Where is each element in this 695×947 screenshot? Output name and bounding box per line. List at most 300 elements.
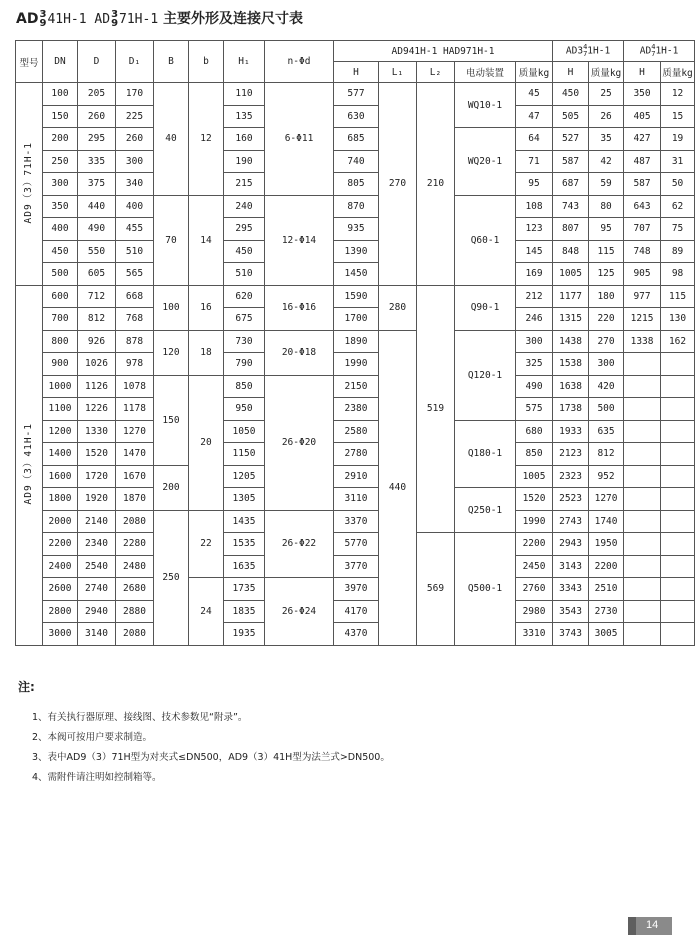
dn-cell: 250 bbox=[43, 150, 78, 173]
b-lower-cell: 12 bbox=[189, 83, 224, 196]
dimension-table bbox=[15, 40, 695, 646]
title-sub-1: 9 bbox=[39, 18, 47, 29]
dn-cell: 500 bbox=[43, 263, 78, 286]
group3-pre: AD bbox=[639, 45, 652, 57]
h1-cell: 850 bbox=[224, 375, 265, 398]
mass2-cell: 812 bbox=[589, 443, 624, 466]
h2-cell: 3543 bbox=[553, 600, 589, 623]
h-cell: 3970 bbox=[334, 578, 379, 601]
h2-cell: 743 bbox=[553, 195, 589, 218]
b-upper-cell: 120 bbox=[154, 330, 189, 375]
h2-cell: 3743 bbox=[553, 623, 589, 646]
h2-cell: 505 bbox=[553, 105, 589, 128]
d-cell: 1920 bbox=[78, 488, 116, 511]
header-mass-3: 质量kg bbox=[661, 62, 695, 83]
bolt-holes-cell: 12-Φ14 bbox=[265, 195, 334, 285]
header-group-ad941: AD941H-1 HAD971H-1 bbox=[334, 41, 553, 62]
h2-cell: 2743 bbox=[553, 510, 589, 533]
mass-cell: 45 bbox=[516, 83, 553, 106]
h3-cell: 1338 bbox=[624, 330, 661, 353]
mass3-cell: 12 bbox=[661, 83, 695, 106]
table-row bbox=[16, 240, 695, 263]
mass2-cell: 2200 bbox=[589, 555, 624, 578]
d-cell: 712 bbox=[78, 285, 116, 308]
h1-cell: 1635 bbox=[224, 555, 265, 578]
d1-cell: 2480 bbox=[116, 555, 154, 578]
actuator-cell: Q250-1 bbox=[455, 488, 516, 533]
mass2-cell: 115 bbox=[589, 240, 624, 263]
mass-cell: 145 bbox=[516, 240, 553, 263]
dn-cell: 2000 bbox=[43, 510, 78, 533]
h1-cell: 675 bbox=[224, 308, 265, 331]
d-cell: 440 bbox=[78, 195, 116, 218]
mass-cell: 169 bbox=[516, 263, 553, 286]
h3-cell bbox=[624, 398, 661, 421]
dn-cell: 2800 bbox=[43, 600, 78, 623]
mass-cell: 2760 bbox=[516, 578, 553, 601]
mass-cell: 123 bbox=[516, 218, 553, 241]
title-sub-2: 9 bbox=[111, 18, 119, 29]
h3-cell: 405 bbox=[624, 105, 661, 128]
mass2-cell: 1270 bbox=[589, 488, 624, 511]
mass2-cell: 1740 bbox=[589, 510, 624, 533]
h2-cell: 450 bbox=[553, 83, 589, 106]
h-cell: 5770 bbox=[334, 533, 379, 556]
h2-cell: 2943 bbox=[553, 533, 589, 556]
header-h: H bbox=[334, 62, 379, 83]
h1-cell: 790 bbox=[224, 353, 265, 376]
h1-cell: 730 bbox=[224, 330, 265, 353]
mass3-cell bbox=[661, 600, 695, 623]
d1-cell: 260 bbox=[116, 128, 154, 151]
h1-cell: 1935 bbox=[224, 623, 265, 646]
d1-cell: 340 bbox=[116, 173, 154, 196]
mass2-cell: 35 bbox=[589, 128, 624, 151]
h1-cell: 950 bbox=[224, 398, 265, 421]
mass-cell: 680 bbox=[516, 420, 553, 443]
d1-cell: 2080 bbox=[116, 623, 154, 646]
h3-cell: 427 bbox=[624, 128, 661, 151]
mass-cell: 108 bbox=[516, 195, 553, 218]
h-cell: 2380 bbox=[334, 398, 379, 421]
d1-cell: 2680 bbox=[116, 578, 154, 601]
d-cell: 335 bbox=[78, 150, 116, 173]
d-cell: 2140 bbox=[78, 510, 116, 533]
h2-cell: 1315 bbox=[553, 308, 589, 331]
d-cell: 1330 bbox=[78, 420, 116, 443]
h3-cell bbox=[624, 600, 661, 623]
notes bbox=[18, 678, 390, 789]
mass3-cell: 19 bbox=[661, 128, 695, 151]
h-cell: 805 bbox=[334, 173, 379, 196]
mass2-cell: 180 bbox=[589, 285, 624, 308]
d-cell: 2540 bbox=[78, 555, 116, 578]
d-cell: 1720 bbox=[78, 465, 116, 488]
b-lower-cell: 16 bbox=[189, 285, 224, 330]
table-row bbox=[16, 83, 695, 106]
h-cell: 2580 bbox=[334, 420, 379, 443]
title-sup-2: 3 bbox=[111, 9, 119, 20]
mass-cell: 850 bbox=[516, 443, 553, 466]
l2-cell: 210 bbox=[417, 83, 455, 286]
page-title bbox=[16, 8, 303, 28]
dn-cell: 1800 bbox=[43, 488, 78, 511]
dn-cell: 150 bbox=[43, 105, 78, 128]
d-cell: 1226 bbox=[78, 398, 116, 421]
mass-cell: 2980 bbox=[516, 600, 553, 623]
dn-cell: 1600 bbox=[43, 465, 78, 488]
mass3-cell bbox=[661, 555, 695, 578]
d1-cell: 510 bbox=[116, 240, 154, 263]
mass-cell: 1990 bbox=[516, 510, 553, 533]
h1-cell: 110 bbox=[224, 83, 265, 106]
header-bolt-holes: n-Φd bbox=[265, 41, 334, 83]
dn-cell: 450 bbox=[43, 240, 78, 263]
model-cell-text: AD9（3）41H-1 bbox=[23, 422, 34, 505]
table-body bbox=[16, 83, 695, 646]
h2-cell: 1438 bbox=[553, 330, 589, 353]
table-row bbox=[16, 375, 695, 398]
h-cell: 1700 bbox=[334, 308, 379, 331]
dn-cell: 100 bbox=[43, 83, 78, 106]
h1-cell: 1205 bbox=[224, 465, 265, 488]
mass-cell: 325 bbox=[516, 353, 553, 376]
header-mass-2: 质量kg bbox=[589, 62, 624, 83]
h2-cell: 1538 bbox=[553, 353, 589, 376]
h2-cell: 1738 bbox=[553, 398, 589, 421]
mass2-cell: 635 bbox=[589, 420, 624, 443]
d1-cell: 2880 bbox=[116, 600, 154, 623]
mass2-cell: 2510 bbox=[589, 578, 624, 601]
d1-cell: 455 bbox=[116, 218, 154, 241]
h2-cell: 1933 bbox=[553, 420, 589, 443]
d1-cell: 170 bbox=[116, 83, 154, 106]
header-b-lower: b bbox=[189, 41, 224, 83]
header-h-3: H bbox=[624, 62, 661, 83]
h-cell: 3110 bbox=[334, 488, 379, 511]
h3-cell: 350 bbox=[624, 83, 661, 106]
d1-cell: 668 bbox=[116, 285, 154, 308]
h2-cell: 1638 bbox=[553, 375, 589, 398]
header-actuator: 电动装置 bbox=[455, 62, 516, 83]
h1-cell: 1150 bbox=[224, 443, 265, 466]
table-row bbox=[16, 173, 695, 196]
page-number-text: 14 bbox=[646, 919, 659, 931]
h1-cell: 240 bbox=[224, 195, 265, 218]
dn-cell: 700 bbox=[43, 308, 78, 331]
h-cell: 2150 bbox=[334, 375, 379, 398]
b-upper-cell: 250 bbox=[154, 510, 189, 645]
mass-cell: 212 bbox=[516, 285, 553, 308]
mass3-cell bbox=[661, 510, 695, 533]
h-cell: 1450 bbox=[334, 263, 379, 286]
dn-cell: 2200 bbox=[43, 533, 78, 556]
mass-cell: 3310 bbox=[516, 623, 553, 646]
dn-cell: 300 bbox=[43, 173, 78, 196]
mass2-cell: 420 bbox=[589, 375, 624, 398]
h2-cell: 527 bbox=[553, 128, 589, 151]
h-cell: 577 bbox=[334, 83, 379, 106]
b-upper-cell: 100 bbox=[154, 285, 189, 330]
mass3-cell: 89 bbox=[661, 240, 695, 263]
table-row bbox=[16, 555, 695, 578]
title-fraction-1 bbox=[39, 10, 46, 28]
header-l1: L₁ bbox=[379, 62, 417, 83]
mass2-cell: 95 bbox=[589, 218, 624, 241]
dn-cell: 600 bbox=[43, 285, 78, 308]
h3-cell bbox=[624, 353, 661, 376]
mass3-cell bbox=[661, 578, 695, 601]
group2-pre: AD3 bbox=[565, 45, 584, 57]
group3-sub: 7 bbox=[651, 50, 656, 58]
mass3-cell: 15 bbox=[661, 105, 695, 128]
d-cell: 1126 bbox=[78, 375, 116, 398]
mass3-cell bbox=[661, 533, 695, 556]
dn-cell: 1100 bbox=[43, 398, 78, 421]
mass3-cell: 50 bbox=[661, 173, 695, 196]
mass3-cell: 98 bbox=[661, 263, 695, 286]
d1-cell: 1078 bbox=[116, 375, 154, 398]
h1-cell: 190 bbox=[224, 150, 265, 173]
table-row bbox=[16, 263, 695, 286]
d-cell: 2340 bbox=[78, 533, 116, 556]
h1-cell: 1305 bbox=[224, 488, 265, 511]
d1-cell: 978 bbox=[116, 353, 154, 376]
mass-cell: 95 bbox=[516, 173, 553, 196]
l1-cell: 440 bbox=[379, 330, 417, 645]
page-number-bar bbox=[628, 917, 636, 935]
table-row bbox=[16, 398, 695, 421]
header-d: D bbox=[78, 41, 116, 83]
mass-cell: 64 bbox=[516, 128, 553, 151]
h3-cell bbox=[624, 465, 661, 488]
mass3-cell: 115 bbox=[661, 285, 695, 308]
b-upper-cell: 150 bbox=[154, 375, 189, 465]
mass3-cell: 162 bbox=[661, 330, 695, 353]
table-row bbox=[16, 465, 695, 488]
d-cell: 2940 bbox=[78, 600, 116, 623]
mass-cell: 1520 bbox=[516, 488, 553, 511]
dn-cell: 1200 bbox=[43, 420, 78, 443]
actuator-cell: Q500-1 bbox=[455, 533, 516, 646]
dn-cell: 3000 bbox=[43, 623, 78, 646]
h3-cell: 1215 bbox=[624, 308, 661, 331]
h1-cell: 135 bbox=[224, 105, 265, 128]
dn-cell: 400 bbox=[43, 218, 78, 241]
model-cell bbox=[16, 83, 43, 286]
table-row bbox=[16, 578, 695, 601]
header-mass: 质量kg bbox=[516, 62, 553, 83]
group2-sub: 7 bbox=[583, 50, 588, 58]
table-row bbox=[16, 218, 695, 241]
d-cell: 205 bbox=[78, 83, 116, 106]
d1-cell: 1870 bbox=[116, 488, 154, 511]
h-cell: 1990 bbox=[334, 353, 379, 376]
mass3-cell bbox=[661, 375, 695, 398]
h3-cell: 707 bbox=[624, 218, 661, 241]
title-prefix: AD bbox=[16, 11, 39, 27]
h-cell: 870 bbox=[334, 195, 379, 218]
h3-cell bbox=[624, 420, 661, 443]
group3-post: 1H-1 bbox=[655, 45, 679, 57]
table-row bbox=[16, 510, 695, 533]
table-row bbox=[16, 308, 695, 331]
bolt-holes-cell: 26-Φ24 bbox=[265, 578, 334, 646]
d-cell: 550 bbox=[78, 240, 116, 263]
h1-cell: 1535 bbox=[224, 533, 265, 556]
mass3-cell bbox=[661, 420, 695, 443]
mass-cell: 47 bbox=[516, 105, 553, 128]
h-cell: 630 bbox=[334, 105, 379, 128]
h3-cell bbox=[624, 623, 661, 646]
table-row bbox=[16, 105, 695, 128]
mass2-cell: 270 bbox=[589, 330, 624, 353]
h1-cell: 620 bbox=[224, 285, 265, 308]
mass3-cell bbox=[661, 623, 695, 646]
title-model-2: 71H-1 bbox=[119, 12, 159, 27]
table-row bbox=[16, 150, 695, 173]
actuator-cell: Q180-1 bbox=[455, 420, 516, 488]
mass3-cell bbox=[661, 443, 695, 466]
mass2-cell: 1950 bbox=[589, 533, 624, 556]
b-lower-cell: 20 bbox=[189, 375, 224, 510]
h-cell: 1590 bbox=[334, 285, 379, 308]
d1-cell: 400 bbox=[116, 195, 154, 218]
dn-cell: 200 bbox=[43, 128, 78, 151]
h2-cell: 3143 bbox=[553, 555, 589, 578]
notes-heading: 注: bbox=[18, 680, 35, 694]
d1-cell: 1270 bbox=[116, 420, 154, 443]
group2-post: 1H-1 bbox=[587, 45, 611, 57]
mass2-cell: 25 bbox=[589, 83, 624, 106]
l2-cell: 519 bbox=[417, 285, 455, 533]
h1-cell: 160 bbox=[224, 128, 265, 151]
d1-cell: 768 bbox=[116, 308, 154, 331]
h1-cell: 1050 bbox=[224, 420, 265, 443]
h2-cell: 2323 bbox=[553, 465, 589, 488]
mass2-cell: 80 bbox=[589, 195, 624, 218]
h-cell: 740 bbox=[334, 150, 379, 173]
note-3: 3、表中AD9（3）71H型为对夹式≤DN500，AD9（3）41H型为法兰式>DN500。 bbox=[32, 752, 390, 763]
table-row bbox=[16, 488, 695, 511]
h-cell: 4370 bbox=[334, 623, 379, 646]
mass2-cell: 220 bbox=[589, 308, 624, 331]
dn-cell: 350 bbox=[43, 195, 78, 218]
mass-cell: 246 bbox=[516, 308, 553, 331]
actuator-cell: WQ20-1 bbox=[455, 128, 516, 196]
mass2-cell: 952 bbox=[589, 465, 624, 488]
d-cell: 926 bbox=[78, 330, 116, 353]
h2-cell: 2123 bbox=[553, 443, 589, 466]
dn-cell: 1000 bbox=[43, 375, 78, 398]
h2-cell: 687 bbox=[553, 173, 589, 196]
header-d1: D₁ bbox=[116, 41, 154, 83]
dn-cell: 1400 bbox=[43, 443, 78, 466]
group2-sup: 4 bbox=[583, 43, 588, 51]
d1-cell: 878 bbox=[116, 330, 154, 353]
d1-cell: 1470 bbox=[116, 443, 154, 466]
mass3-cell: 62 bbox=[661, 195, 695, 218]
b-upper-cell: 200 bbox=[154, 465, 189, 510]
b-lower-cell: 14 bbox=[189, 195, 224, 285]
b-lower-cell: 24 bbox=[189, 578, 224, 646]
mass3-cell: 130 bbox=[661, 308, 695, 331]
mass2-cell: 42 bbox=[589, 150, 624, 173]
h-cell: 685 bbox=[334, 128, 379, 151]
h3-cell bbox=[624, 488, 661, 511]
h3-cell: 905 bbox=[624, 263, 661, 286]
d1-cell: 1178 bbox=[116, 398, 154, 421]
mass-cell: 575 bbox=[516, 398, 553, 421]
h1-cell: 1735 bbox=[224, 578, 265, 601]
h1-cell: 510 bbox=[224, 263, 265, 286]
l2-cell: 569 bbox=[417, 533, 455, 646]
bolt-holes-cell: 26-Φ22 bbox=[265, 510, 334, 578]
mass-cell: 2450 bbox=[516, 555, 553, 578]
mass-cell: 490 bbox=[516, 375, 553, 398]
table-row bbox=[16, 443, 695, 466]
d-cell: 295 bbox=[78, 128, 116, 151]
header-h-2: H bbox=[553, 62, 589, 83]
l1-cell: 280 bbox=[379, 285, 417, 330]
mass3-cell: 31 bbox=[661, 150, 695, 173]
h3-cell bbox=[624, 443, 661, 466]
mass3-cell bbox=[661, 353, 695, 376]
dn-cell: 2600 bbox=[43, 578, 78, 601]
actuator-cell: Q90-1 bbox=[455, 285, 516, 330]
h1-cell: 1835 bbox=[224, 600, 265, 623]
header-b-upper: B bbox=[154, 41, 189, 83]
h2-cell: 848 bbox=[553, 240, 589, 263]
table-row bbox=[16, 195, 695, 218]
header-h1: H₁ bbox=[224, 41, 265, 83]
bolt-holes-cell: 16-Φ16 bbox=[265, 285, 334, 330]
b-upper-cell: 40 bbox=[154, 83, 189, 196]
actuator-cell: Q60-1 bbox=[455, 195, 516, 285]
mass2-cell: 2730 bbox=[589, 600, 624, 623]
title-fraction-2 bbox=[111, 10, 118, 28]
bolt-holes-cell: 20-Φ18 bbox=[265, 330, 334, 375]
d-cell: 375 bbox=[78, 173, 116, 196]
mass-cell: 71 bbox=[516, 150, 553, 173]
h3-cell bbox=[624, 510, 661, 533]
header-group-ad3 bbox=[553, 41, 624, 62]
page-number bbox=[628, 917, 672, 935]
table-row bbox=[16, 623, 695, 646]
h1-cell: 450 bbox=[224, 240, 265, 263]
d-cell: 1520 bbox=[78, 443, 116, 466]
h2-cell: 807 bbox=[553, 218, 589, 241]
d-cell: 1026 bbox=[78, 353, 116, 376]
d-cell: 2740 bbox=[78, 578, 116, 601]
actuator-cell: Q120-1 bbox=[455, 330, 516, 420]
h3-cell: 643 bbox=[624, 195, 661, 218]
table-row bbox=[16, 533, 695, 556]
bolt-holes-cell: 26-Φ20 bbox=[265, 375, 334, 510]
title-model-1: 41H-1 AD bbox=[47, 12, 111, 27]
h2-cell: 1177 bbox=[553, 285, 589, 308]
table-row bbox=[16, 128, 695, 151]
dn-cell: 900 bbox=[43, 353, 78, 376]
table-row bbox=[16, 600, 695, 623]
actuator-cell: WQ10-1 bbox=[455, 83, 516, 128]
header-l2: L₂ bbox=[417, 62, 455, 83]
dn-cell: 2400 bbox=[43, 555, 78, 578]
h-cell: 3370 bbox=[334, 510, 379, 533]
h3-cell: 587 bbox=[624, 173, 661, 196]
d-cell: 260 bbox=[78, 105, 116, 128]
title-text: 主要外形及连接尺寸表 bbox=[163, 11, 304, 27]
